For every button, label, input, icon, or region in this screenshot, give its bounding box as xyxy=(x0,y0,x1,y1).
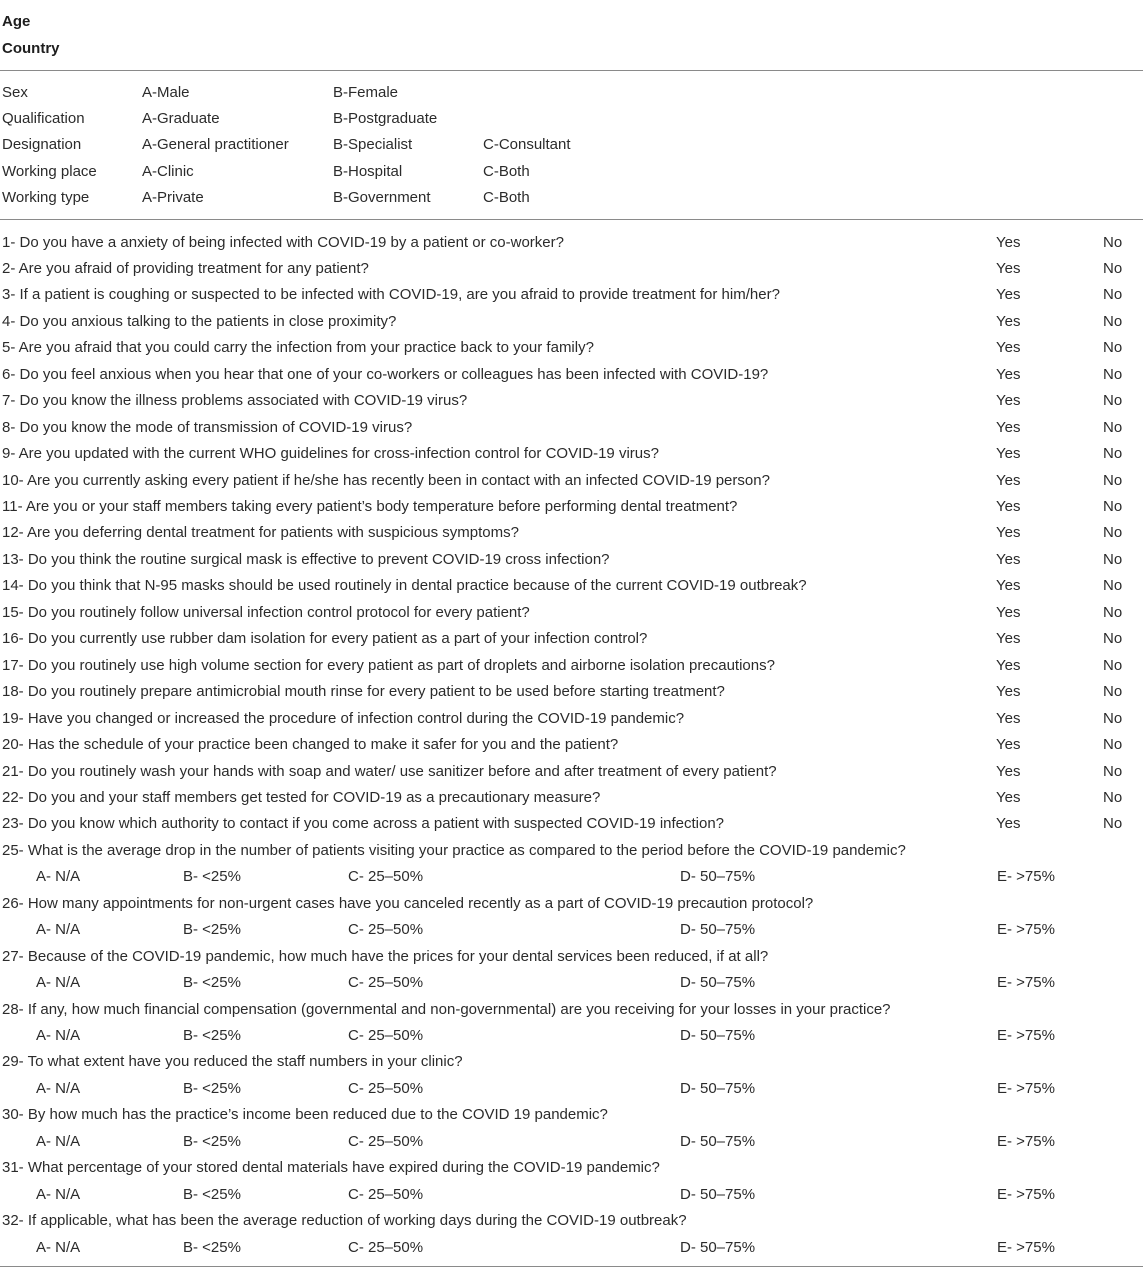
answer-yes: Yes xyxy=(996,445,1021,463)
question-text: 10- Are you currently asking every patient if he/she has recently been in contact with an infected COVID-19 person? xyxy=(2,471,770,489)
question-text: 8- Do you know the mode of transmission of COVID-19 virus? xyxy=(2,418,413,436)
answer-no: No xyxy=(1103,498,1123,515)
question-row xyxy=(0,944,1143,970)
answer-no: No xyxy=(1103,815,1123,833)
option-a: A- N/A xyxy=(36,1132,81,1150)
option-d: D- 50–75% xyxy=(680,1185,756,1203)
question-text: 30- By how much has the practice’s income been reduced due to the COVID 19 pandemic? xyxy=(2,1106,608,1124)
question-text: 16- Do you currently use rubber dam isolation for every patient as a part of your infection control? xyxy=(2,630,648,648)
option-c: C- 25–50% xyxy=(348,974,424,992)
option-b: B-Female xyxy=(333,83,399,101)
question-text: 1- Do you have a anxiety of being infected with COVID-19 by a patient or co-worker? xyxy=(2,233,564,251)
question-text: 20- Has the schedule of your practice been changed to make it safer for you and the patient? xyxy=(2,736,619,754)
option-a: A-General practitioner xyxy=(142,136,289,154)
question-row xyxy=(0,759,1143,785)
option-b: B- <25% xyxy=(183,1027,241,1044)
options-row xyxy=(0,1076,1143,1102)
answer-yes: Yes xyxy=(996,498,1021,515)
answer-no: No xyxy=(1103,550,1123,568)
answer-no: No xyxy=(1103,683,1123,701)
option-c: C- 25–50% xyxy=(348,1079,424,1097)
option-c: C- 25–50% xyxy=(348,868,424,886)
answer-yes: Yes xyxy=(996,762,1021,780)
question-row xyxy=(0,1208,1143,1234)
option-a: A- N/A xyxy=(36,921,81,939)
answer-no: No xyxy=(1103,259,1123,277)
answer-yes: Yes xyxy=(996,709,1021,727)
question-row xyxy=(0,653,1143,679)
question-text: 14- Do you think that N-95 masks should be used routinely in dental practice because of the current COVID-19 outbreak? xyxy=(2,577,807,595)
question-row xyxy=(0,1155,1143,1181)
option-e: E- >75% xyxy=(997,1027,1055,1044)
answer-yes: Yes xyxy=(996,471,1021,489)
answer-no: No xyxy=(1103,233,1123,251)
option-d: D- 50–75% xyxy=(680,1238,756,1256)
answer-yes: Yes xyxy=(996,630,1021,648)
answer-no: No xyxy=(1103,736,1123,754)
option-d: D- 50–75% xyxy=(680,974,756,992)
option-e: E- >75% xyxy=(997,1079,1055,1097)
answer-yes: Yes xyxy=(996,550,1021,568)
option-a: A- N/A xyxy=(36,1079,81,1097)
answer-no: No xyxy=(1103,577,1123,595)
question-text: 22- Do you and your staff members get tested for COVID-19 as a precautionary measure? xyxy=(2,788,601,806)
option-d: D- 50–75% xyxy=(680,1132,756,1150)
question-row xyxy=(0,547,1143,573)
answer-yes: Yes xyxy=(996,603,1021,621)
answer-no: No xyxy=(1103,762,1123,780)
divider-middle xyxy=(0,219,1143,220)
option-b: B- <25% xyxy=(183,974,241,992)
option-a: A-Male xyxy=(142,83,190,101)
question-text: 12- Are you deferring dental treatment for patients with suspicious symptoms? xyxy=(2,524,519,542)
question-text: 13- Do you think the routine surgical mask is effective to prevent COVID-19 cross infection? xyxy=(2,550,610,568)
option-c: C- 25–50% xyxy=(348,1132,424,1150)
option-a: A- N/A xyxy=(36,1027,81,1044)
answer-yes: Yes xyxy=(996,418,1021,436)
question-text: 29- To what extent have you reduced the staff numbers in your clinic? xyxy=(2,1053,463,1071)
answer-yes: Yes xyxy=(996,788,1021,806)
option-c: C-Consultant xyxy=(483,136,571,154)
question-row xyxy=(0,1049,1143,1075)
question-row xyxy=(0,573,1143,599)
question-row xyxy=(0,997,1143,1023)
age-header xyxy=(0,9,1143,35)
options-row xyxy=(0,1235,1143,1261)
question-row xyxy=(0,520,1143,546)
option-d: D- 50–75% xyxy=(680,868,756,886)
option-b: B-Hospital xyxy=(333,162,403,180)
demographic-label: Designation xyxy=(2,136,82,154)
demographic-label: Qualification xyxy=(2,109,85,127)
question-text: 18- Do you routinely prepare antimicrobial mouth rinse for every patient to be used before starting treatment? xyxy=(2,683,725,701)
question-row xyxy=(0,415,1143,441)
divider-top xyxy=(0,70,1143,71)
demographic-row xyxy=(0,80,1143,106)
question-row xyxy=(0,282,1143,308)
question-text: 3- If a patient is coughing or suspected to be infected with COVID-19, are you afraid to provide treatment for him/her? xyxy=(2,286,780,304)
option-c: C- 25–50% xyxy=(348,1185,424,1203)
option-a: A-Clinic xyxy=(142,162,194,180)
option-c: C- 25–50% xyxy=(348,1027,424,1044)
answer-no: No xyxy=(1103,656,1123,674)
question-text: 5- Are you afraid that you could carry the infection from your practice back to your family? xyxy=(2,339,594,357)
answer-yes: Yes xyxy=(996,815,1021,833)
demographic-row xyxy=(0,159,1143,185)
question-row xyxy=(0,732,1143,758)
option-e: E- >75% xyxy=(997,974,1055,992)
demographic-label: Working place xyxy=(2,162,97,180)
question-text: 27- Because of the COVID-19 pandemic, how much have the prices for your dental services been reduced, if at all? xyxy=(2,947,769,965)
answer-no: No xyxy=(1103,418,1123,436)
question-text: 17- Do you routinely use high volume section for every patient as part of droplets and airborne isolation precautions? xyxy=(2,656,775,674)
question-text: 15- Do you routinely follow universal infection control protocol for every patient? xyxy=(2,603,530,621)
answer-no: No xyxy=(1103,524,1123,542)
question-text: 2- Are you afraid of providing treatment for any patient? xyxy=(2,259,369,277)
demographic-label: Sex xyxy=(2,83,28,101)
option-d: D- 50–75% xyxy=(680,1027,756,1044)
question-text: 4- Do you anxious talking to the patients in close proximity? xyxy=(2,312,397,330)
answer-yes: Yes xyxy=(996,233,1021,251)
option-b: B-Specialist xyxy=(333,136,413,154)
question-text: 7- Do you know the illness problems associated with COVID-19 virus? xyxy=(2,392,468,410)
question-text: 23- Do you know which authority to contact if you come across a patient with suspected COVID-19 infection? xyxy=(2,815,725,833)
options-row xyxy=(0,917,1143,943)
question-row xyxy=(0,838,1143,864)
question-text: 9- Are you updated with the current WHO guidelines for cross-infection control for COVID-19 virus? xyxy=(2,445,659,463)
option-b: B- <25% xyxy=(183,1079,241,1097)
question-row xyxy=(0,256,1143,282)
answer-yes: Yes xyxy=(996,524,1021,542)
question-row xyxy=(0,811,1143,837)
options-row xyxy=(0,1023,1143,1049)
option-a: A- N/A xyxy=(36,868,81,886)
answer-yes: Yes xyxy=(996,392,1021,410)
option-e: E- >75% xyxy=(997,1238,1055,1256)
option-d: D- 50–75% xyxy=(680,921,756,939)
answer-no: No xyxy=(1103,365,1123,383)
divider-bottom xyxy=(0,1266,1143,1267)
question-text: 26- How many appointments for non-urgent cases have you canceled recently as a part of COVID-19 precaution protocol? xyxy=(2,894,814,912)
options-row xyxy=(0,1182,1143,1208)
question-row xyxy=(0,441,1143,467)
option-b: B-Government xyxy=(333,189,431,207)
question-row xyxy=(0,230,1143,256)
answer-yes: Yes xyxy=(996,736,1021,754)
option-e: E- >75% xyxy=(997,1185,1055,1203)
option-a: A- N/A xyxy=(36,1185,81,1203)
options-row xyxy=(0,1129,1143,1155)
option-b: B- <25% xyxy=(183,868,241,886)
answer-yes: Yes xyxy=(996,312,1021,330)
question-text: 21- Do you routinely wash your hands with soap and water/ use sanitizer before and after treatment of every patient? xyxy=(2,762,777,780)
country-header xyxy=(0,36,1143,62)
answer-no: No xyxy=(1103,286,1123,304)
answer-no: No xyxy=(1103,709,1123,727)
question-row xyxy=(0,335,1143,361)
question-row xyxy=(0,494,1143,520)
question-row xyxy=(0,1102,1143,1128)
option-c: C- 25–50% xyxy=(348,1238,424,1256)
question-text: 25- What is the average drop in the number of patients visiting your practice as compared to the period before the COVID-19 pandemic? xyxy=(2,841,906,859)
answer-no: No xyxy=(1103,312,1123,330)
answer-yes: Yes xyxy=(996,339,1021,357)
country-label: Country xyxy=(2,39,60,57)
question-text: 11- Are you or your staff members taking every patient’s body temperature before performing dental treatment? xyxy=(2,498,738,515)
answer-no: No xyxy=(1103,392,1123,410)
option-b: B- <25% xyxy=(183,921,241,939)
option-c: C-Both xyxy=(483,162,530,180)
question-text: 28- If any, how much financial compensation (governmental and non-governmental) are you receiving for your losses in your practice? xyxy=(2,1000,891,1018)
demographic-row xyxy=(0,185,1143,211)
age-label: Age xyxy=(2,13,31,30)
demographic-row xyxy=(0,132,1143,158)
option-e: E- >75% xyxy=(997,921,1055,939)
answer-no: No xyxy=(1103,788,1123,806)
question-row xyxy=(0,626,1143,652)
option-c: C-Both xyxy=(483,189,530,207)
option-b: B-Postgraduate xyxy=(333,109,438,127)
answer-yes: Yes xyxy=(996,286,1021,304)
question-row xyxy=(0,362,1143,388)
option-a: A-Private xyxy=(142,189,204,207)
question-row xyxy=(0,309,1143,335)
question-row xyxy=(0,600,1143,626)
demographic-row xyxy=(0,106,1143,132)
answer-no: No xyxy=(1103,471,1123,489)
options-row xyxy=(0,864,1143,890)
question-text: 19- Have you changed or increased the procedure of infection control during the COVID-19 pandemic? xyxy=(2,709,685,727)
answer-yes: Yes xyxy=(996,259,1021,277)
option-e: E- >75% xyxy=(997,868,1055,886)
answer-no: No xyxy=(1103,603,1123,621)
option-b: B- <25% xyxy=(183,1132,241,1150)
answer-no: No xyxy=(1103,630,1123,648)
option-b: B- <25% xyxy=(183,1185,241,1203)
answer-yes: Yes xyxy=(996,365,1021,383)
option-a: A- N/A xyxy=(36,974,81,992)
question-row xyxy=(0,785,1143,811)
answer-yes: Yes xyxy=(996,577,1021,595)
demographic-label: Working type xyxy=(2,189,90,207)
answer-no: No xyxy=(1103,445,1123,463)
question-row xyxy=(0,891,1143,917)
answer-yes: Yes xyxy=(996,683,1021,701)
question-row xyxy=(0,706,1143,732)
options-row xyxy=(0,970,1143,996)
answer-no: No xyxy=(1103,339,1123,357)
option-c: C- 25–50% xyxy=(348,921,424,939)
question-row xyxy=(0,679,1143,705)
question-text: 32- If applicable, what has been the average reduction of working days during the COVID-19 outbreak? xyxy=(2,1212,687,1230)
question-row xyxy=(0,468,1143,494)
option-a: A-Graduate xyxy=(142,109,220,127)
option-a: A- N/A xyxy=(36,1238,81,1256)
option-b: B- <25% xyxy=(183,1238,241,1256)
question-row xyxy=(0,388,1143,414)
option-e: E- >75% xyxy=(997,1132,1055,1150)
question-text: 6- Do you feel anxious when you hear that one of your co-workers or colleagues has been infected with COVID-19? xyxy=(2,365,769,383)
answer-yes: Yes xyxy=(996,656,1021,674)
option-d: D- 50–75% xyxy=(680,1079,756,1097)
question-text: 31- What percentage of your stored dental materials have expired during the COVID-19 pandemic? xyxy=(2,1159,660,1177)
